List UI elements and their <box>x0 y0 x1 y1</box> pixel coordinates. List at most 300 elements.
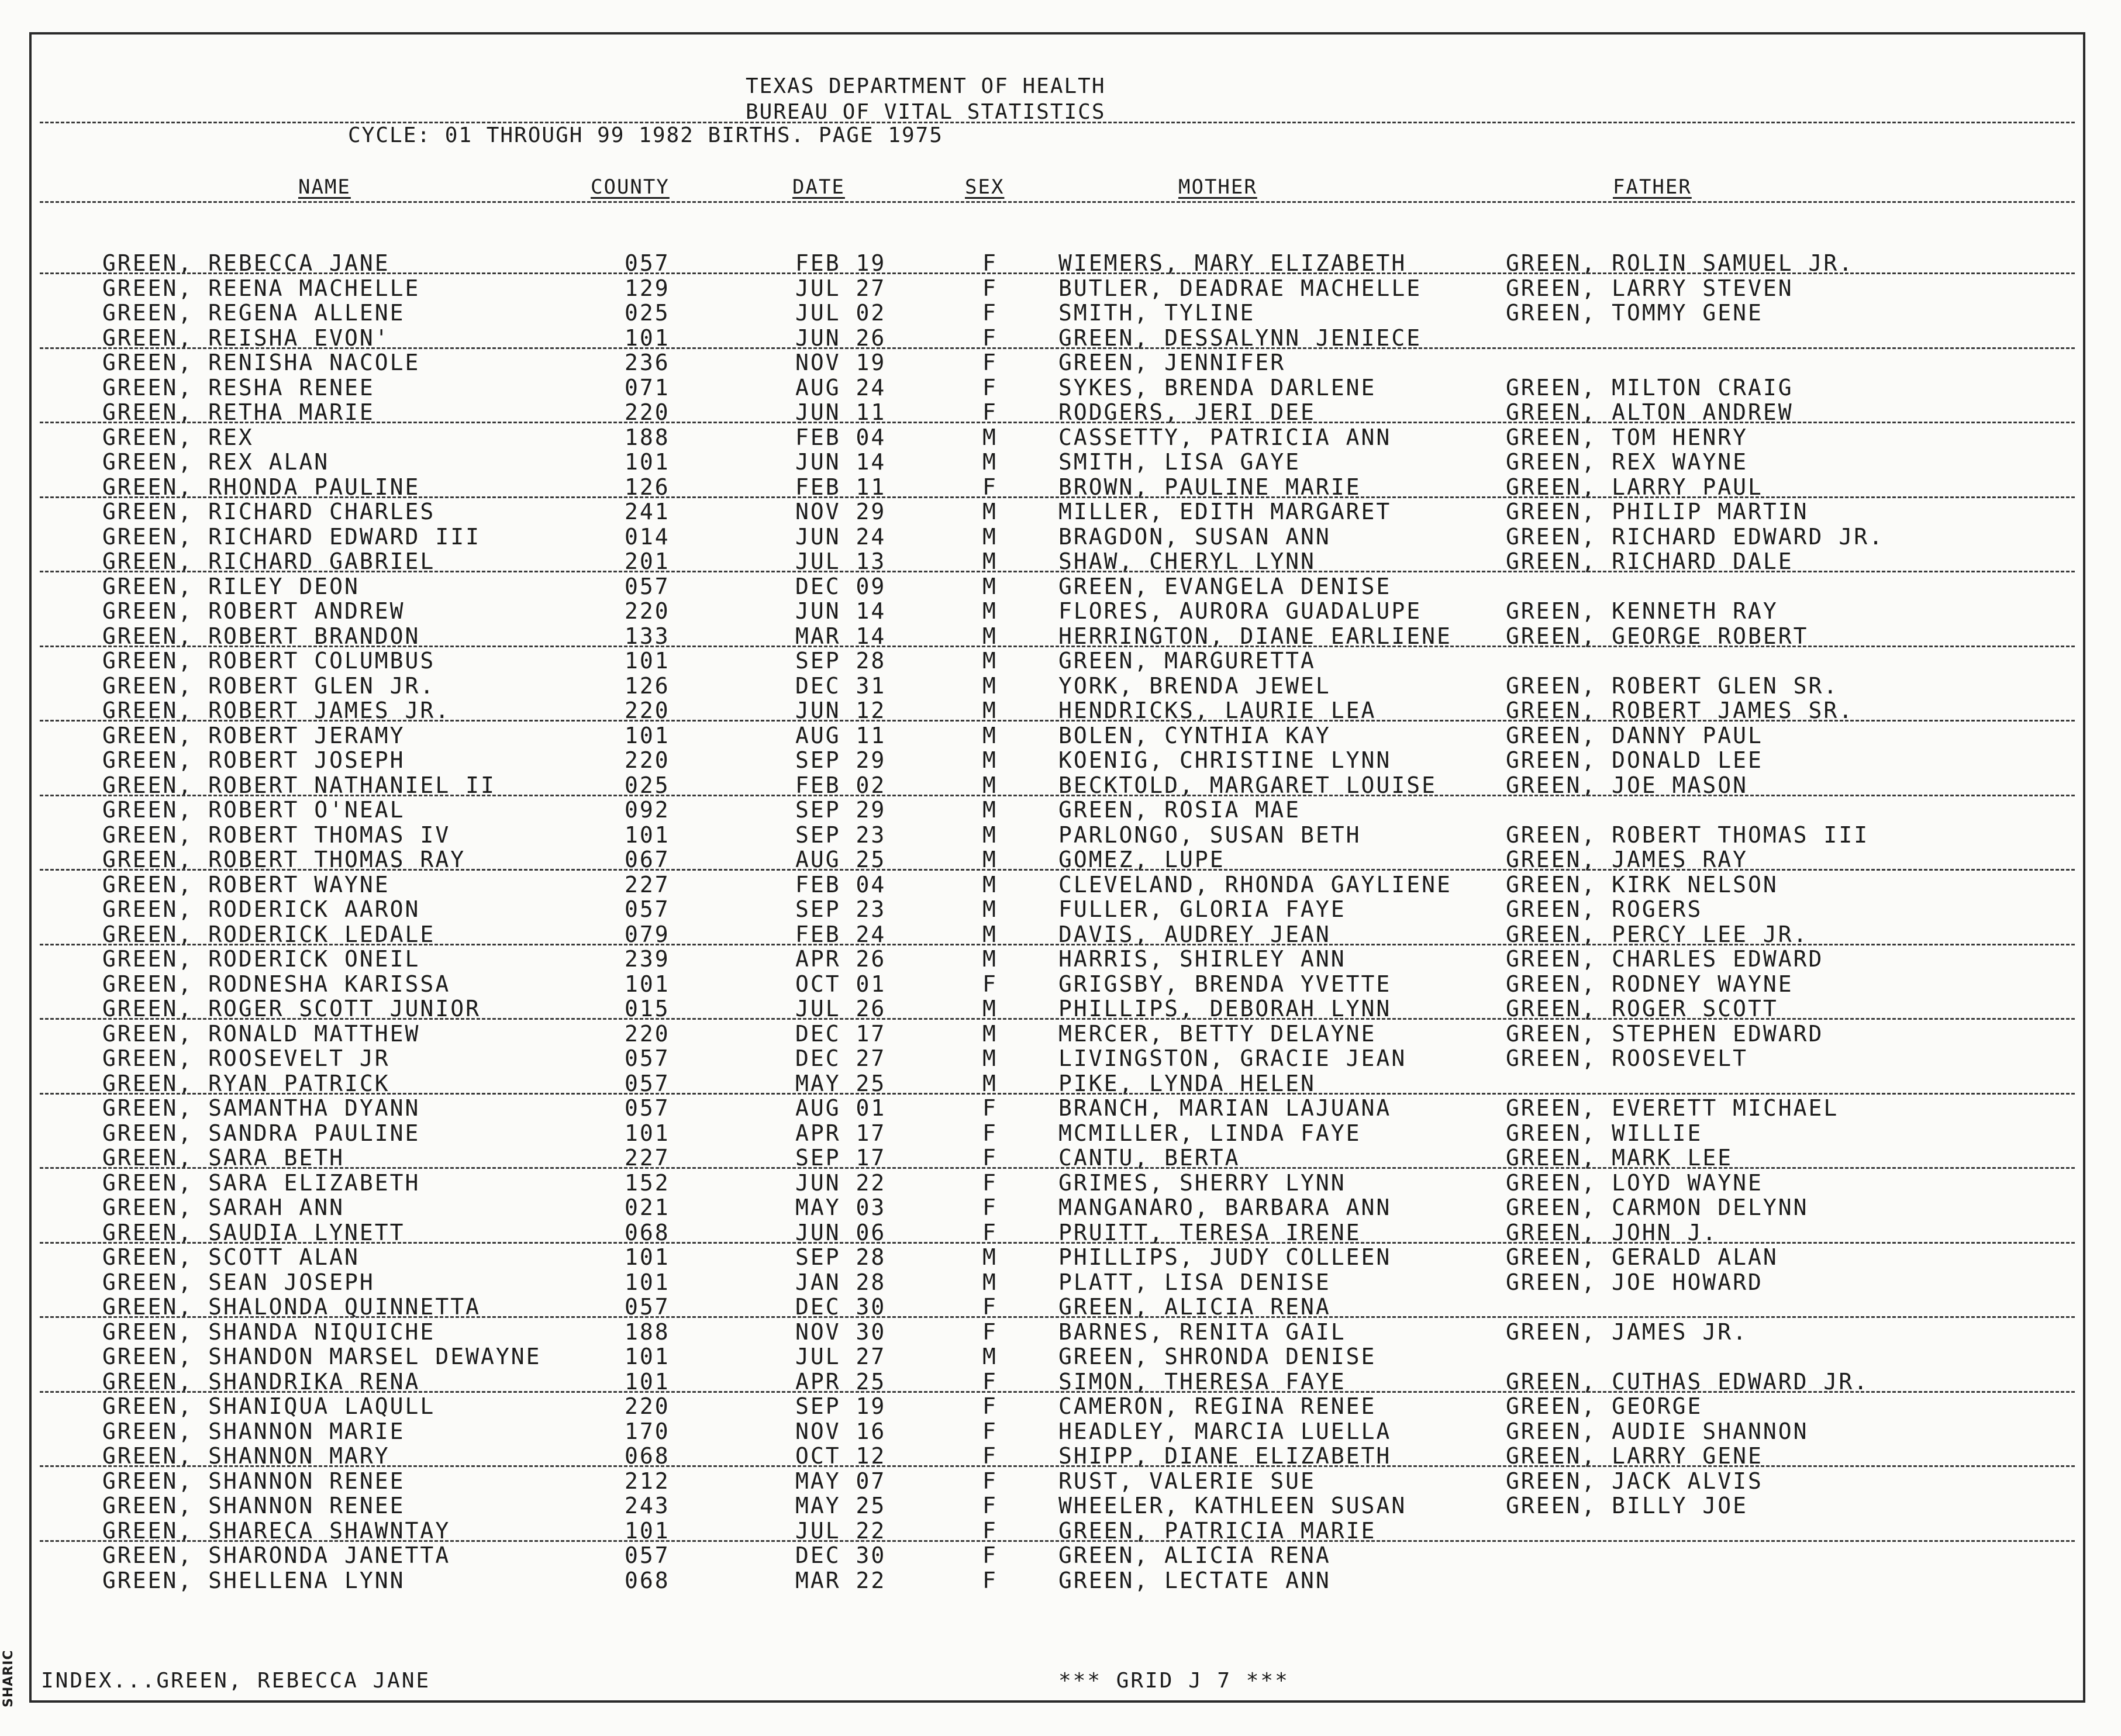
cell-sex: F <box>982 250 998 276</box>
row-group-rule <box>40 347 2075 349</box>
table-row <box>0 1444 2121 1468</box>
cell-mother: PARLONGO, SUSAN BETH <box>1058 822 1361 848</box>
cell-mother: YORK, BRENDA JEWEL <box>1058 672 1331 699</box>
cell-date: JUN 22 <box>795 1169 887 1196</box>
cell-mother: SIMON, THERESA FAYE <box>1058 1368 1346 1395</box>
cell-mother: RODGERS, JERI DEE <box>1058 399 1316 425</box>
table-row <box>0 277 2121 300</box>
cell-sex: F <box>982 1120 998 1146</box>
cell-county: 101 <box>625 1344 670 1369</box>
cell-county: 057 <box>625 250 670 276</box>
table-row <box>0 748 2121 772</box>
cell-name: GREEN, REENA MACHELLE <box>102 275 420 301</box>
cell-sex: M <box>982 424 998 450</box>
cell-father: GREEN, JAMES JR. <box>1506 1319 1748 1345</box>
cell-date: DEC 30 <box>795 1294 887 1320</box>
cell-county: 170 <box>625 1418 670 1444</box>
cell-county: 068 <box>625 1567 670 1593</box>
table-row <box>0 475 2121 499</box>
cell-name: GREEN, ROBERT NATHANIEL II <box>102 772 496 798</box>
cell-date: MAY 03 <box>795 1195 887 1220</box>
cell-name: GREEN, SHANNON MARY <box>102 1443 390 1469</box>
table-row <box>0 376 2121 399</box>
cell-county: 126 <box>625 474 670 500</box>
cell-county: 227 <box>625 1145 670 1171</box>
table-row <box>0 1395 2121 1418</box>
cell-father: GREEN, LARRY PAUL <box>1506 474 1763 500</box>
cell-mother: DAVIS, AUDREY JEAN <box>1058 921 1331 947</box>
table-row <box>0 599 2121 623</box>
cell-name: GREEN, ROBERT COLUMBUS <box>102 648 436 674</box>
cell-name: GREEN, REGENA ALLENE <box>102 300 405 326</box>
cell-date: MAR 22 <box>795 1567 887 1593</box>
cell-sex: F <box>982 1567 998 1593</box>
cell-mother: HARRIS, SHIRLEY ANN <box>1058 946 1346 972</box>
row-group-rule <box>40 944 2075 945</box>
cell-sex: M <box>982 1020 998 1047</box>
cell-sex: F <box>982 1169 998 1196</box>
table-row <box>0 301 2121 325</box>
header-rule <box>40 122 2075 123</box>
cell-sex: M <box>982 548 998 574</box>
column-header-date: DATE <box>792 175 845 199</box>
table-row <box>0 997 2121 1020</box>
cell-county: 220 <box>625 1393 670 1419</box>
cell-county: 101 <box>625 722 670 748</box>
cell-mother: BRANCH, MARIAN LAJUANA <box>1058 1095 1392 1121</box>
cell-date: AUG 11 <box>795 722 887 748</box>
table-row <box>0 1295 2121 1319</box>
cell-father: GREEN, CHARLES EDWARD <box>1506 946 1824 972</box>
cell-father: GREEN, CARMON DELYNN <box>1506 1195 1809 1220</box>
table-row <box>0 1519 2121 1542</box>
table-row <box>0 351 2121 374</box>
table-row <box>0 426 2121 449</box>
cell-name: GREEN, REISHA EVON' <box>102 325 390 351</box>
row-group-rule <box>40 1391 2075 1393</box>
cell-father: GREEN, WILLIE <box>1506 1120 1703 1146</box>
cell-mother: PHILLIPS, JUDY COLLEEN <box>1058 1244 1392 1270</box>
row-group-rule <box>40 1540 2075 1542</box>
agency-title: TEXAS DEPARTMENT OF HEALTH <box>746 74 1106 98</box>
cell-county: 057 <box>625 896 670 922</box>
cell-name: GREEN, SHANNON MARIE <box>102 1418 405 1444</box>
table-row <box>0 649 2121 672</box>
table-row <box>0 401 2121 424</box>
cell-county: 025 <box>625 772 670 798</box>
side-mark: SHARIC <box>1 1649 16 1707</box>
cell-date: JUL 26 <box>795 996 887 1021</box>
cell-sex: F <box>982 1319 998 1345</box>
column-header-father: FATHER <box>1613 175 1692 199</box>
cell-father: GREEN, ROGERS <box>1506 896 1703 922</box>
cell-county: 015 <box>625 996 670 1021</box>
cell-date: FEB 19 <box>795 250 887 276</box>
cell-name: GREEN, SHANDRIKA RENA <box>102 1368 420 1395</box>
cell-sex: M <box>982 573 998 599</box>
cell-date: JUN 12 <box>795 698 887 723</box>
cell-county: 101 <box>625 1244 670 1270</box>
table-row <box>0 1544 2121 1567</box>
cell-name: GREEN, RONALD MATTHEW <box>102 1020 420 1047</box>
cell-father: GREEN, LARRY GENE <box>1506 1443 1763 1469</box>
cell-county: 239 <box>625 946 670 972</box>
cell-mother: CAMERON, REGINA RENEE <box>1058 1393 1377 1419</box>
cell-date: JAN 28 <box>795 1269 887 1295</box>
cell-father: GREEN, KIRK NELSON <box>1506 871 1778 898</box>
table-row <box>0 923 2121 946</box>
cell-father: GREEN, RODNEY WAYNE <box>1506 971 1794 997</box>
cell-date: AUG 24 <box>795 374 887 401</box>
cell-county: 220 <box>625 698 670 723</box>
cell-mother: WHEELER, KATHLEEN SUSAN <box>1058 1493 1407 1518</box>
table-row <box>0 674 2121 698</box>
cell-mother: CASSETTY, PATRICIA ANN <box>1058 424 1392 450</box>
cell-father: GREEN, ROBERT GLEN SR. <box>1506 672 1839 699</box>
cell-date: NOV 16 <box>795 1418 887 1444</box>
table-row <box>0 1047 2121 1070</box>
cell-name: GREEN, RILEY DEON <box>102 573 360 599</box>
cell-father: GREEN, ALTON ANDREW <box>1506 399 1794 425</box>
cell-sex: F <box>982 1418 998 1444</box>
cell-father: GREEN, GEORGE <box>1506 1393 1703 1419</box>
row-group-rule <box>40 1242 2075 1244</box>
cell-father: GREEN, JOE MASON <box>1506 772 1748 798</box>
cell-father: GREEN, LARRY STEVEN <box>1506 275 1794 301</box>
table-row <box>0 450 2121 474</box>
cell-date: SEP 29 <box>795 747 887 773</box>
cell-sex: M <box>982 946 998 972</box>
row-group-rule <box>40 795 2075 796</box>
row-group-rule <box>40 869 2075 871</box>
cell-county: 079 <box>625 921 670 947</box>
cell-date: JUN 24 <box>795 523 887 550</box>
cell-name: GREEN, RICHARD EDWARD III <box>102 523 481 550</box>
cell-name: GREEN, RETHA MARIE <box>102 399 375 425</box>
cell-county: 241 <box>625 499 670 524</box>
cell-mother: GREEN, DESSALYNN JENIECE <box>1058 325 1422 351</box>
table-row <box>0 724 2121 747</box>
cell-county: 057 <box>625 1045 670 1071</box>
cell-county: 057 <box>625 1294 670 1320</box>
cell-mother: BARNES, RENITA GAIL <box>1058 1319 1346 1345</box>
cell-county: 188 <box>625 1319 670 1345</box>
cell-date: SEP 23 <box>795 896 887 922</box>
row-group-rule <box>40 571 2075 572</box>
table-row <box>0 823 2121 847</box>
row-group-rule <box>40 1093 2075 1095</box>
cell-mother: SHAW, CHERYL LYNN <box>1058 548 1316 574</box>
cell-father: GREEN, ROBERT JAMES SR. <box>1506 698 1854 723</box>
cycle-line: CYCLE: 01 THROUGH 99 1982 BIRTHS. PAGE 1975 <box>348 123 943 147</box>
cell-name: GREEN, SARAH ANN <box>102 1195 345 1220</box>
table-row <box>0 1146 2121 1169</box>
cell-mother: FLORES, AURORA GUADALUPE <box>1058 598 1422 624</box>
cell-mother: WIEMERS, MARY ELIZABETH <box>1058 250 1407 276</box>
cell-father: GREEN, GERALD ALAN <box>1506 1244 1778 1270</box>
cell-county: 071 <box>625 374 670 401</box>
cell-sex: M <box>982 598 998 624</box>
cell-name: GREEN, REX <box>102 424 254 450</box>
cell-mother: GREEN, EVANGELA DENISE <box>1058 573 1392 599</box>
cell-name: GREEN, SHANIQUA LAQULL <box>102 1393 436 1419</box>
cell-date: FEB 04 <box>795 424 887 450</box>
cell-sex: F <box>982 374 998 401</box>
cell-sex: F <box>982 1219 998 1245</box>
cell-sex: M <box>982 1070 998 1096</box>
cell-father: GREEN, ROGER SCOTT <box>1506 996 1778 1021</box>
footer-index: INDEX...GREEN, REBECCA JANE <box>41 1669 431 1693</box>
cell-date: DEC 17 <box>795 1020 887 1047</box>
cell-date: JUN 26 <box>795 325 887 351</box>
cell-county: 133 <box>625 623 670 649</box>
table-row <box>0 251 2121 275</box>
cell-date: AUG 01 <box>795 1095 887 1121</box>
cell-county: 126 <box>625 672 670 699</box>
table-row <box>0 1494 2121 1517</box>
cell-county: 101 <box>625 971 670 997</box>
table-row <box>0 1345 2121 1368</box>
cell-sex: M <box>982 847 998 872</box>
table-row <box>0 1271 2121 1294</box>
cell-sex: M <box>982 772 998 798</box>
row-group-rule <box>40 272 2075 274</box>
cell-county: 025 <box>625 300 670 326</box>
cell-date: NOV 19 <box>795 350 887 375</box>
cell-mother: GOMEZ, LUPE <box>1058 847 1225 872</box>
cell-mother: GREEN, MARGURETTA <box>1058 648 1316 674</box>
cell-date: MAR 14 <box>795 623 887 649</box>
column-header-sex: SEX <box>965 175 1005 199</box>
row-group-rule <box>40 1465 2075 1467</box>
bureau-title: BUREAU OF VITAL STATISTICS <box>746 100 1106 124</box>
cell-mother: GREEN, ROSIA MAE <box>1058 797 1301 823</box>
cell-date: MAY 25 <box>795 1493 887 1518</box>
cell-name: GREEN, SHANNON RENEE <box>102 1493 405 1518</box>
cell-county: 068 <box>625 1443 670 1469</box>
cell-county: 068 <box>625 1219 670 1245</box>
cell-date: FEB 02 <box>795 772 887 798</box>
cell-mother: PHILLIPS, DEBORAH LYNN <box>1058 996 1392 1021</box>
cell-father: GREEN, DONALD LEE <box>1506 747 1763 773</box>
cell-sex: M <box>982 698 998 723</box>
table-row <box>0 947 2121 971</box>
cell-father: GREEN, RICHARD EDWARD JR. <box>1506 523 1884 550</box>
cell-mother: CANTU, BERTA <box>1058 1145 1240 1171</box>
cell-date: OCT 12 <box>795 1443 887 1469</box>
cell-sex: M <box>982 449 998 475</box>
cell-father: GREEN, PHILIP MARTIN <box>1506 499 1809 524</box>
cell-name: GREEN, SHARONDA JANETTA <box>102 1542 451 1568</box>
cell-father: GREEN, REX WAYNE <box>1506 449 1748 475</box>
cell-sex: M <box>982 996 998 1021</box>
cell-county: 152 <box>625 1169 670 1196</box>
cell-sex: M <box>982 523 998 550</box>
cell-mother: MCMILLER, LINDA FAYE <box>1058 1120 1361 1146</box>
cell-father: GREEN, JOHN J. <box>1506 1219 1718 1245</box>
cell-mother: LIVINGSTON, GRACIE JEAN <box>1058 1045 1407 1071</box>
cell-date: JUL 27 <box>795 275 887 301</box>
cell-sex: F <box>982 1368 998 1395</box>
table-row <box>0 699 2121 722</box>
cell-date: DEC 27 <box>795 1045 887 1071</box>
cell-name: GREEN, ROBERT JAMES JR. <box>102 698 451 723</box>
cell-county: 101 <box>625 1368 670 1395</box>
cell-county: 188 <box>625 424 670 450</box>
cell-mother: GREEN, LECTATE ANN <box>1058 1567 1331 1593</box>
cell-name: GREEN, RODNESHA KARISSA <box>102 971 451 997</box>
cell-date: SEP 17 <box>795 1145 887 1171</box>
cell-county: 101 <box>625 648 670 674</box>
cell-mother: GREEN, JENNIFER <box>1058 350 1286 375</box>
table-row <box>0 500 2121 523</box>
cell-date: JUN 06 <box>795 1219 887 1245</box>
cell-county: 220 <box>625 1020 670 1047</box>
cell-sex: M <box>982 871 998 898</box>
cell-date: JUL 02 <box>795 300 887 326</box>
cell-father: GREEN, ROOSEVELT <box>1506 1045 1748 1071</box>
table-row <box>0 326 2121 350</box>
cell-sex: F <box>982 1517 998 1544</box>
cell-sex: M <box>982 1269 998 1295</box>
row-group-rule <box>40 422 2075 423</box>
cell-name: GREEN, ROBERT THOMAS RAY <box>102 847 466 872</box>
cell-name: GREEN, REBECCA JANE <box>102 250 390 276</box>
cell-sex: F <box>982 399 998 425</box>
cell-mother: BECKTOLD, MARGARET LOUISE <box>1058 772 1437 798</box>
cell-mother: GRIGSBY, BRENDA YVETTE <box>1058 971 1392 997</box>
cell-county: 057 <box>625 1542 670 1568</box>
cell-father: GREEN, TOMMY GENE <box>1506 300 1763 326</box>
cell-date: JUN 14 <box>795 598 887 624</box>
cell-name: GREEN, RICHARD CHARLES <box>102 499 436 524</box>
cell-name: GREEN, SCOTT ALAN <box>102 1244 360 1270</box>
column-header-county: COUNTY <box>591 175 670 199</box>
cell-mother: SMITH, TYLINE <box>1058 300 1256 326</box>
cell-date: OCT 01 <box>795 971 887 997</box>
cell-name: GREEN, RYAN PATRICK <box>102 1070 390 1096</box>
cell-date: DEC 31 <box>795 672 887 699</box>
cell-mother: GREEN, ALICIA RENA <box>1058 1542 1331 1568</box>
cell-father: GREEN, KENNETH RAY <box>1506 598 1778 624</box>
row-group-rule <box>40 720 2075 722</box>
cell-father: GREEN, JACK ALVIS <box>1506 1468 1763 1494</box>
cell-sex: F <box>982 971 998 997</box>
cell-father: GREEN, BILLY JOE <box>1506 1493 1748 1518</box>
cell-name: GREEN, RESHA RENEE <box>102 374 375 401</box>
cell-name: GREEN, SHANDA NIQUICHE <box>102 1319 436 1345</box>
cell-date: JUN 11 <box>795 399 887 425</box>
cell-father: GREEN, GEORGE ROBERT <box>1506 623 1809 649</box>
cell-date: JUL 22 <box>795 1517 887 1544</box>
column-header-name: NAME <box>298 175 351 199</box>
cell-father: GREEN, ROBERT THOMAS III <box>1506 822 1870 848</box>
cell-name: GREEN, RODERICK ONEIL <box>102 946 420 972</box>
cell-mother: PLATT, LISA DENISE <box>1058 1269 1331 1295</box>
cell-sex: F <box>982 1443 998 1469</box>
cell-sex: F <box>982 1493 998 1518</box>
cell-county: 227 <box>625 871 670 898</box>
column-header-rule <box>40 201 2075 203</box>
footer-grid: *** GRID J 7 *** <box>1058 1669 1289 1693</box>
cell-mother: FULLER, GLORIA FAYE <box>1058 896 1346 922</box>
cell-date: SEP 28 <box>795 648 887 674</box>
cell-date: NOV 29 <box>795 499 887 524</box>
table-row <box>0 1370 2121 1393</box>
cell-date: MAY 25 <box>795 1070 887 1096</box>
cell-sex: M <box>982 722 998 748</box>
cell-name: GREEN, ROBERT JOSEPH <box>102 747 405 773</box>
cell-mother: BOLEN, CYNTHIA KAY <box>1058 722 1331 748</box>
table-row <box>0 1469 2121 1493</box>
cell-sex: F <box>982 350 998 375</box>
cell-name: GREEN, ROBERT GLEN JR. <box>102 672 436 699</box>
cell-county: 101 <box>625 449 670 475</box>
table-row <box>0 575 2121 598</box>
cell-county: 212 <box>625 1468 670 1494</box>
cell-county: 220 <box>625 399 670 425</box>
table-row <box>0 1171 2121 1195</box>
cell-sex: F <box>982 300 998 326</box>
cell-date: AUG 25 <box>795 847 887 872</box>
cell-father: GREEN, MARK LEE <box>1506 1145 1733 1171</box>
cell-mother: BRAGDON, SUSAN ANN <box>1058 523 1331 550</box>
cell-sex: M <box>982 499 998 524</box>
cell-name: GREEN, SAUDIA LYNETT <box>102 1219 405 1245</box>
cell-sex: M <box>982 623 998 649</box>
cell-sex: F <box>982 1195 998 1220</box>
cell-mother: GREEN, PATRICIA MARIE <box>1058 1517 1377 1544</box>
cell-name: GREEN, SARA ELIZABETH <box>102 1169 420 1196</box>
cell-father: GREEN, JAMES RAY <box>1506 847 1748 872</box>
cell-sex: F <box>982 1145 998 1171</box>
cell-date: FEB 11 <box>795 474 887 500</box>
cell-date: DEC 30 <box>795 1542 887 1568</box>
row-group-rule <box>40 1316 2075 1318</box>
cell-mother: KOENIG, CHRISTINE LYNN <box>1058 747 1392 773</box>
cell-mother: MILLER, EDITH MARGARET <box>1058 499 1392 524</box>
cell-father: GREEN, AUDIE SHANNON <box>1506 1418 1809 1444</box>
cell-mother: GRIMES, SHERRY LYNN <box>1058 1169 1346 1196</box>
cell-county: 101 <box>625 1120 670 1146</box>
cell-name: GREEN, SAMANTHA DYANN <box>102 1095 420 1121</box>
cell-name: GREEN, RODERICK AARON <box>102 896 420 922</box>
table-row <box>0 1221 2121 1244</box>
table-row <box>0 1420 2121 1443</box>
cell-mother: SMITH, LISA GAYE <box>1058 449 1301 475</box>
cell-sex: F <box>982 325 998 351</box>
cell-sex: F <box>982 1095 998 1121</box>
cell-county: 021 <box>625 1195 670 1220</box>
cell-mother: PIKE, LYNDA HELEN <box>1058 1070 1316 1096</box>
cell-mother: PRUITT, TERESA IRENE <box>1058 1219 1361 1245</box>
cell-date: JUL 27 <box>795 1344 887 1369</box>
cell-name: GREEN, SANDRA PAULINE <box>102 1120 420 1146</box>
cell-name: GREEN, RICHARD GABRIEL <box>102 548 436 574</box>
cell-date: SEP 23 <box>795 822 887 848</box>
cell-county: 057 <box>625 1095 670 1121</box>
cell-name: GREEN, ROBERT JERAMY <box>102 722 405 748</box>
cell-father: GREEN, RICHARD DALE <box>1506 548 1794 574</box>
cell-father: GREEN, STEPHEN EDWARD <box>1506 1020 1824 1047</box>
cell-sex: M <box>982 1045 998 1071</box>
table-row <box>0 898 2121 921</box>
cell-name: GREEN, SHELLENA LYNN <box>102 1567 405 1593</box>
cell-father: GREEN, ROLIN SAMUEL JR. <box>1506 250 1854 276</box>
cell-mother: CLEVELAND, RHONDA GAYLIENE <box>1058 871 1452 898</box>
cell-county: 101 <box>625 1269 670 1295</box>
cell-father: GREEN, DANNY PAUL <box>1506 722 1763 748</box>
